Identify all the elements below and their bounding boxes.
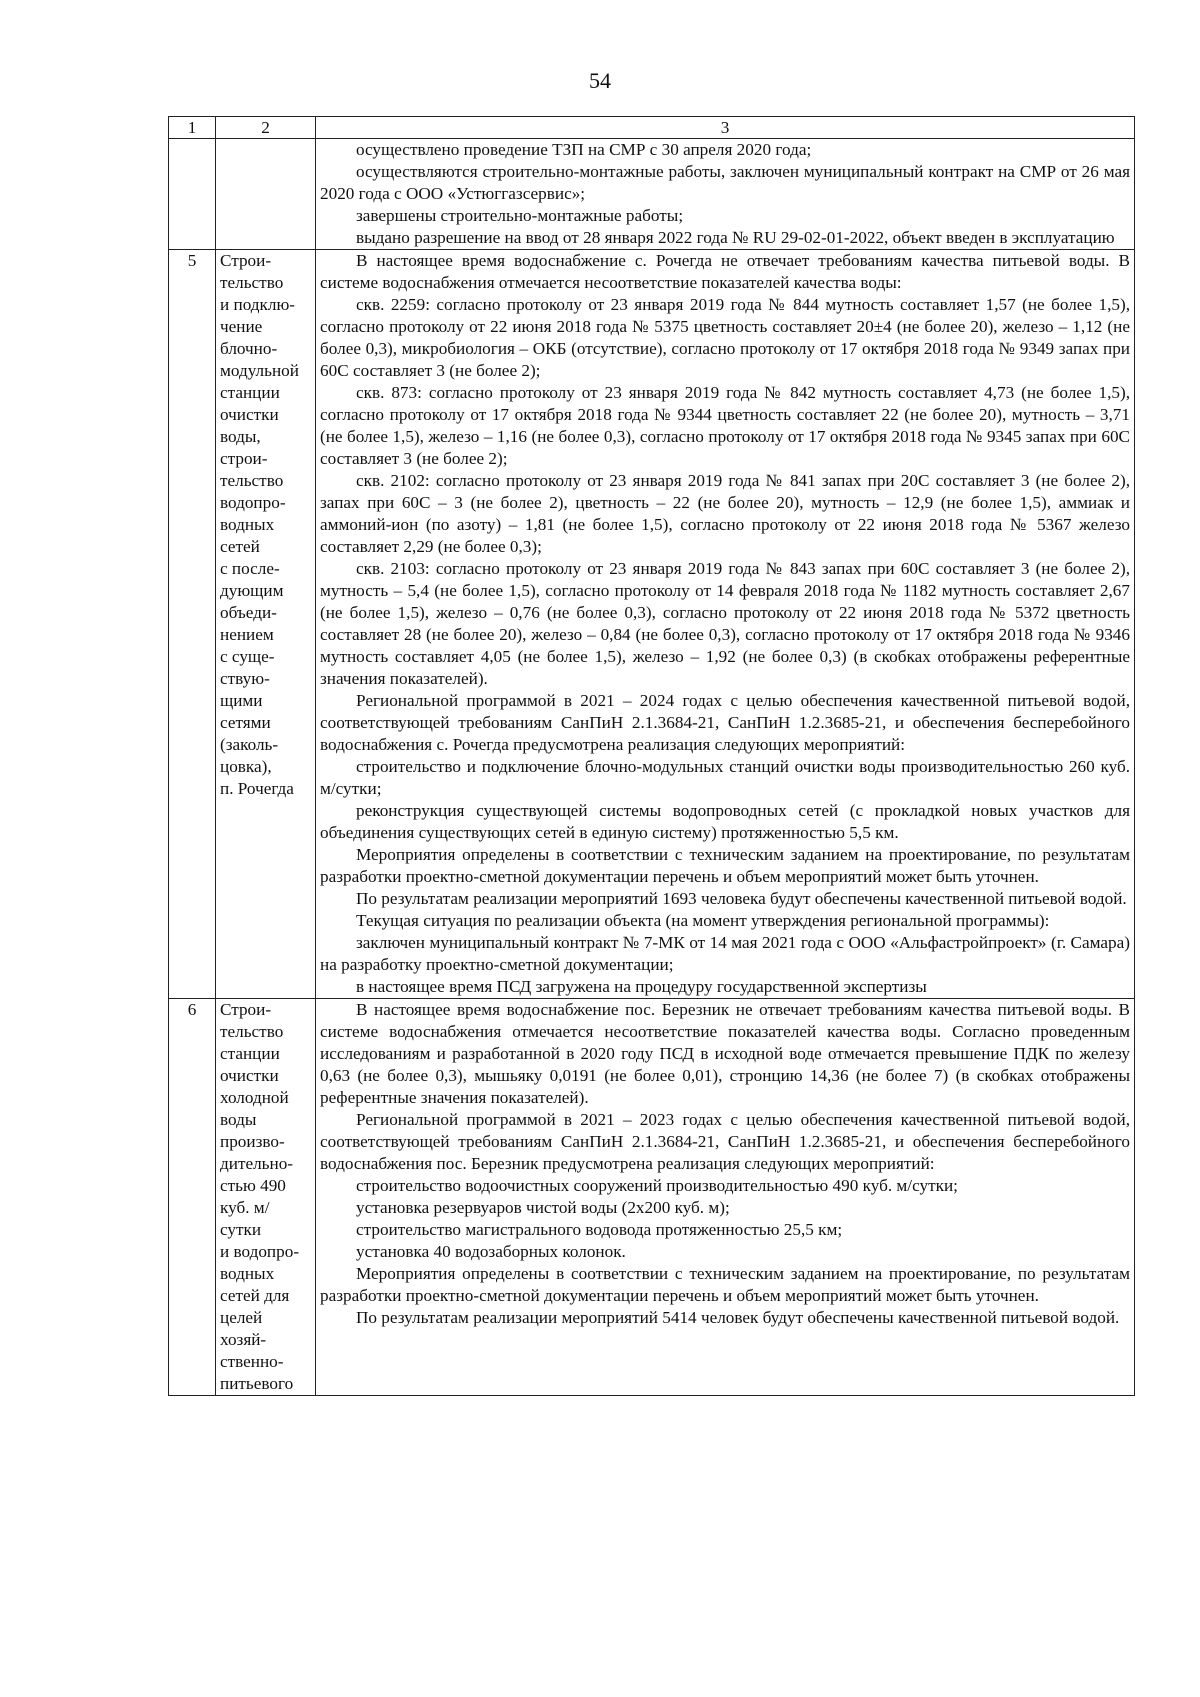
- description-cell: [316, 250, 1135, 999]
- description-paragraph: По результатам реализации мероприятий 1693 человека будут обеспечены качественной питьевой водой.: [356, 889, 1127, 908]
- object-name-line: тельство: [220, 1022, 284, 1041]
- object-name-cell: [216, 139, 316, 250]
- object-name-cell: [216, 250, 316, 999]
- object-name-line: холодной: [220, 1088, 289, 1107]
- object-name-line: объеди-: [220, 603, 277, 622]
- description-paragraph: выдано разрешение на ввод от 28 января 2022 года № RU 29-02-01-2022, объект введен в эксплуатацию: [356, 228, 1115, 247]
- table-header-row: [169, 117, 1135, 139]
- description-paragraph: осуществлено проведение ТЗП на СМР с 30 апреля 2020 года;: [356, 140, 812, 159]
- description-paragraph: Региональной программой в 2021 – 2024 годах с целью обеспечения качественной питьевой водой, соответствующей требованиям СанПиН 2.1.3684-21, СанПиН 1.2.3685-21, и обеспечения бесперебойного водоснабжения с. Рочегда предусмотрена реализация следующих мероприятий:: [320, 691, 1130, 754]
- object-name-line: водопро-: [220, 493, 286, 512]
- object-name-line: с суще-: [220, 647, 275, 666]
- object-name-line: блочно-: [220, 339, 278, 358]
- object-name-line: ствую-: [220, 669, 270, 688]
- description-paragraph: заключен муниципальный контракт № 7-МК от 14 мая 2021 года с ООО «Альфастройпроект» (г. Самара) на разработку проектно-сметной документации;: [320, 933, 1130, 974]
- object-name-line: модульной: [220, 361, 299, 380]
- row-number: 6: [169, 999, 216, 1396]
- object-name-line: ственно-: [220, 1352, 284, 1371]
- description-cell: [316, 999, 1135, 1396]
- object-name-line: дительно-: [220, 1154, 294, 1173]
- description-paragraph: строительство водоочистных сооружений производительностью 490 куб. м/сутки;: [356, 1176, 958, 1195]
- description-paragraph: строительство магистрального водовода протяженностью 25,5 км;: [356, 1220, 843, 1239]
- page-number: 54: [589, 68, 611, 93]
- object-name-line: (заколь-: [220, 735, 279, 754]
- object-name-line: произво-: [220, 1132, 285, 1151]
- row-number: [169, 139, 216, 250]
- object-name-line: сетями: [220, 713, 271, 732]
- object-name-line: цовка),: [220, 757, 272, 776]
- description-paragraph: скв. 873: согласно протоколу от 23 января 2019 года № 842 мутность составляет 4,73 (не более 1,5), согласно протоколу от 17 октября 2018 года № 9344 цветность составляет 22 (не более 20), мутность – 3,71 (не более 1,5), железо – 1,16 (не более 0,3), согласно протоколу от 17 октября 2018 года № 9345 запах при 60С составляет 3 (не более 2);: [320, 383, 1130, 468]
- description-paragraph: строительство и подключение блочно-модульных станций очистки воды производительностью 260 куб. м/сутки;: [320, 757, 1130, 798]
- description-paragraph: Региональной программой в 2021 – 2023 годах с целью обеспечения качественной питьевой водой, соответствующей требованиям СанПиН 2.1.3684-21, СанПиН 1.2.3685-21, и обеспечения бесперебойного водоснабжения пос. Березник предусмотрена реализация следующих мероприятий:: [320, 1110, 1130, 1173]
- object-name-line: сетей для: [220, 1286, 290, 1305]
- description-paragraph: Мероприятия определены в соответствии с техническим заданием на проектирование, по результатам разработки проектно-сметной документации перечень и объем мероприятий может быть уточнен.: [320, 1264, 1130, 1305]
- description-paragraph: В настоящее время водоснабжение с. Рочегда не отвечает требованиям качества питьевой воды. В системе водоснабжения отмечается несоответствие показателей качества воды:: [320, 251, 1130, 292]
- object-name-line: питьевого: [220, 1374, 294, 1393]
- header-cell-3: 3: [316, 117, 1135, 139]
- object-name-line: сетей: [220, 537, 260, 556]
- object-name-line: куб. м/: [220, 1198, 270, 1217]
- object-name-line: водных: [220, 1264, 275, 1283]
- object-name-line: тельство: [220, 471, 284, 490]
- row-number: 5: [169, 250, 216, 999]
- object-name-line: очистки: [220, 1066, 279, 1085]
- description-paragraph: осуществляются строительно-монтажные работы, заключен муниципальный контракт на СМР от 26 мая 2020 года с ООО «Устюггазсервис»;: [320, 162, 1130, 203]
- object-name-line: п. Рочегда: [220, 779, 294, 798]
- description-paragraph: скв. 2259: согласно протоколу от 23 января 2019 года № 844 мутность составляет 1,57 (не более 1,5), согласно протоколу от 22 июня 2018 года № 5375 цветность составляет 20±4 (не более 20), железо – 1,12 (не более 0,3), микробиология – ОКБ (отсутствие), согласно протоколу от 17 октября 2018 года № 9349 запах при 60С составляет 3 (не более 2);: [320, 295, 1130, 380]
- description-cell: [316, 139, 1135, 250]
- description-paragraph: в настоящее время ПСД загружена на процедуру государственной экспертизы: [356, 977, 927, 996]
- object-name-line: водных: [220, 515, 275, 534]
- object-name-line: и подклю-: [220, 295, 296, 314]
- description-paragraph: скв. 2103: согласно протоколу от 23 января 2019 года № 843 запах при 60С составляет 3 (не более 2), мутность – 5,4 (не более 1,5), согласно протоколу от 14 февраля 2018 года № 1182 мутность составляет 2,67 (не более 1,5), железо – 0,76 (не более 0,3), согласно протоколу от 22 июня 2018 года № 5372 цветность составляет 28 (не более 20), железо – 0,84 (не более 0,3), согласно протоколу от 17 октября 2018 года № 9346 мутность составляет 4,05 (не более 1,5), железо – 1,92 (не более 0,3) (в скобках отображены референтные значения показателей).: [320, 559, 1130, 688]
- description-paragraph: реконструкция существующей системы водопроводных сетей (с прокладкой новых участков для объединения существующих сетей в единую систему) протяженностью 5,5 км.: [320, 801, 1130, 842]
- object-name-line: тельство: [220, 273, 284, 292]
- object-name-line: станции: [220, 383, 280, 402]
- object-name-line: дующим: [220, 581, 284, 600]
- description-paragraph: скв. 2102: согласно протоколу от 23 января 2019 года № 841 запах при 20С составляет 3 (не более 2), запах при 60С – 3 (не более 2), цветность – 22 (не более 20), мутность – 12,9 (не более 1,5), аммиак и аммоний-ион (по азоту) – 1,81 (не более 1,5), согласно протоколу от 22 июня 2018 года № 5367 железо составляет 2,29 (не более 0,3);: [320, 471, 1130, 556]
- object-name-line: чение: [220, 317, 263, 336]
- header-cell-2: 2: [216, 117, 316, 139]
- object-name-line: щими: [220, 691, 263, 710]
- object-name-line: стью 490: [220, 1176, 286, 1195]
- object-name-line: и водопро-: [220, 1242, 300, 1261]
- table-row: [169, 139, 1135, 250]
- description-paragraph: завершены строительно-монтажные работы;: [356, 206, 684, 225]
- object-name-line: Строи-: [220, 1000, 272, 1019]
- object-name-line: Строи-: [220, 251, 272, 270]
- object-name-line: строи-: [220, 449, 268, 468]
- object-name-line: хозяй-: [220, 1330, 267, 1349]
- object-name-line: воды,: [220, 427, 261, 446]
- object-name-line: станции: [220, 1044, 280, 1063]
- description-paragraph: установка 40 водозаборных колонок.: [356, 1242, 626, 1261]
- description-paragraph: По результатам реализации мероприятий 5414 человек будут обеспечены качественной питьевой водой.: [356, 1308, 1120, 1327]
- description-paragraph: установка резервуаров чистой воды (2х200 куб. м);: [356, 1198, 730, 1217]
- program-table: [168, 116, 1135, 1396]
- object-name-line: сутки: [220, 1220, 262, 1239]
- object-name-line: воды: [220, 1110, 257, 1129]
- header-cell-1: 1: [169, 117, 216, 139]
- table-row: [169, 250, 1135, 999]
- object-name-line: с после-: [220, 559, 280, 578]
- table-row: [169, 999, 1135, 1396]
- object-name-line: очистки: [220, 405, 279, 424]
- object-name-cell: [216, 999, 316, 1396]
- description-paragraph: В настоящее время водоснабжение пос. Березник не отвечает требованиям качества питьевой воды. В системе водоснабжения отмечается несоответствие показателей качества воды. Согласно проведенным исследованиям и разработанной в 2020 году ПСД в исходной воде отмечается превышение ПДК по железу 0,63 (не более 0,3), мышьяку 0,0191 (не более 0,01), стронцию 14,36 (не более 7) (в скобках отображены референтные значения показателей).: [320, 1000, 1130, 1107]
- description-paragraph: Мероприятия определены в соответствии с техническим заданием на проектирование, по результатам разработки проектно-сметной документации перечень и объем мероприятий может быть уточнен.: [320, 845, 1130, 886]
- object-name-line: целей: [220, 1308, 263, 1327]
- description-paragraph: Текущая ситуация по реализации объекта (на момент утверждения региональной программы):: [356, 911, 1050, 930]
- object-name-line: нением: [220, 625, 274, 644]
